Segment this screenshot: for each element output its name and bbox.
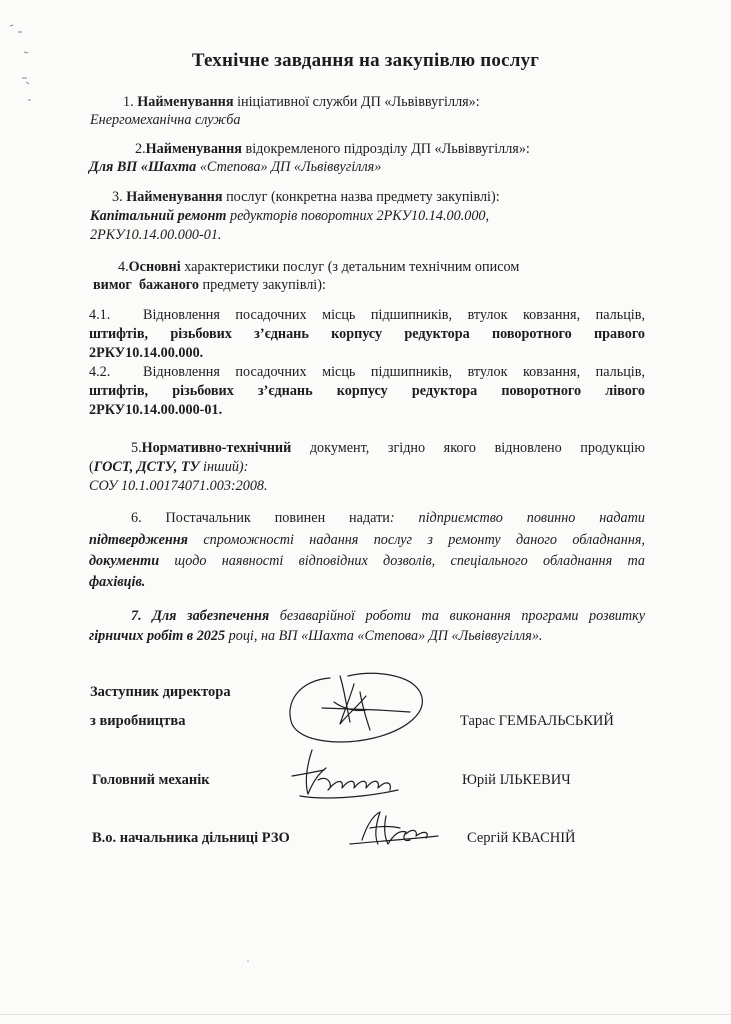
signature-2-position: Головний механік — [92, 772, 210, 788]
section-2-heading: 2.Найменування відокремленого підрозділу ДП «Львіввугілля»: — [135, 141, 530, 157]
section-3-value-line2: 2РКУ10.14.00.000-01. — [90, 227, 222, 243]
section-5-value: СОУ 10.1.00174071.003:2008. — [89, 478, 268, 494]
page-bottom-edge — [0, 1014, 731, 1015]
item-4-1-number: 4.1. — [89, 307, 111, 323]
section-4-heading: 4.Основні характеристики послуг (з детальним технічним описом — [118, 259, 520, 275]
item-4-2-number: 4.2. — [89, 364, 111, 380]
signature-1-name: Тарас ГЕМБАЛЬСЬКИЙ — [460, 713, 614, 729]
item-4-2-line1: Відновлення посадочних місць підшипників, втулок ковзання, пальців, — [143, 364, 645, 380]
section-6-line3: документи щодо наявності відповідних дозволів, спеціального обладнання та — [89, 553, 645, 569]
section-5-heading: 5.Нормативно-технічний документ, згідно якого відновлено продукцію — [131, 440, 645, 456]
section-1-heading: 1. Найменування ініціативної служби ДП «Львіввугілля»: — [123, 94, 480, 110]
signature-1-position-line2: з виробництва — [90, 713, 186, 729]
document-title: Технічне завдання на закупівлю послуг — [191, 50, 540, 71]
section-6-line2: підтвердження спроможності надання послуг з ремонту даного обладнання, — [89, 532, 645, 548]
signature-3-name: Сергій КВАСНІЙ — [467, 830, 576, 846]
signature-2-name: Юрій ІЛЬКЕВИЧ — [462, 772, 571, 788]
section-5-paren: (ГОСТ, ДСТУ, ТУ інший): — [89, 459, 249, 475]
item-4-2-line2: штифтів, різьбових з’єднань корпусу редуктора поворотного лівого — [89, 383, 645, 399]
signature-1-handwriting — [270, 668, 440, 748]
section-6-line4: фахівців. — [89, 574, 146, 590]
section-7-line1: 7. Для забезпечення безаварійної роботи та виконання програми розвитку — [131, 608, 645, 624]
section-4-heading-line2: вимог бажаного предмету закупівлі): — [93, 277, 326, 293]
item-4-1-line1: Відновлення посадочних місць підшипників, втулок ковзання, пальців, — [143, 307, 645, 323]
item-4-2-line3: 2РКУ10.14.00.000-01. — [89, 402, 223, 418]
section-7-line2: гірничих робіт в 2025 році, на ВП «Шахта «Степова» ДП «Львіввугілля». — [89, 628, 543, 644]
section-3-value-line1: Капітальний ремонт редукторів поворотних 2РКУ10.14.00.000, — [90, 208, 490, 224]
signature-2-handwriting — [282, 740, 412, 802]
section-1-value: Енергомеханічна служба — [90, 112, 241, 128]
signature-3-position: В.о. начальника дільниці РЗО — [92, 830, 290, 846]
signature-1-position-line1: Заступник директора — [90, 684, 231, 700]
signature-3-handwriting — [340, 806, 450, 852]
item-4-1-line3: 2РКУ10.14.00.000. — [89, 345, 204, 361]
section-2-value: Для ВП «Шахта «Степова» ДП «Львіввугілля» — [89, 159, 382, 175]
scan-dot — [247, 960, 249, 962]
section-3-heading: 3. Найменування послуг (конкретна назва предмету закупівлі): — [112, 189, 500, 205]
section-6-line1: 6. Постачальник повинен надати: підприємство повинно надати — [131, 510, 645, 526]
item-4-1-line2: штифтів, різьбових з’єднань корпусу редуктора поворотного правого — [89, 326, 645, 342]
